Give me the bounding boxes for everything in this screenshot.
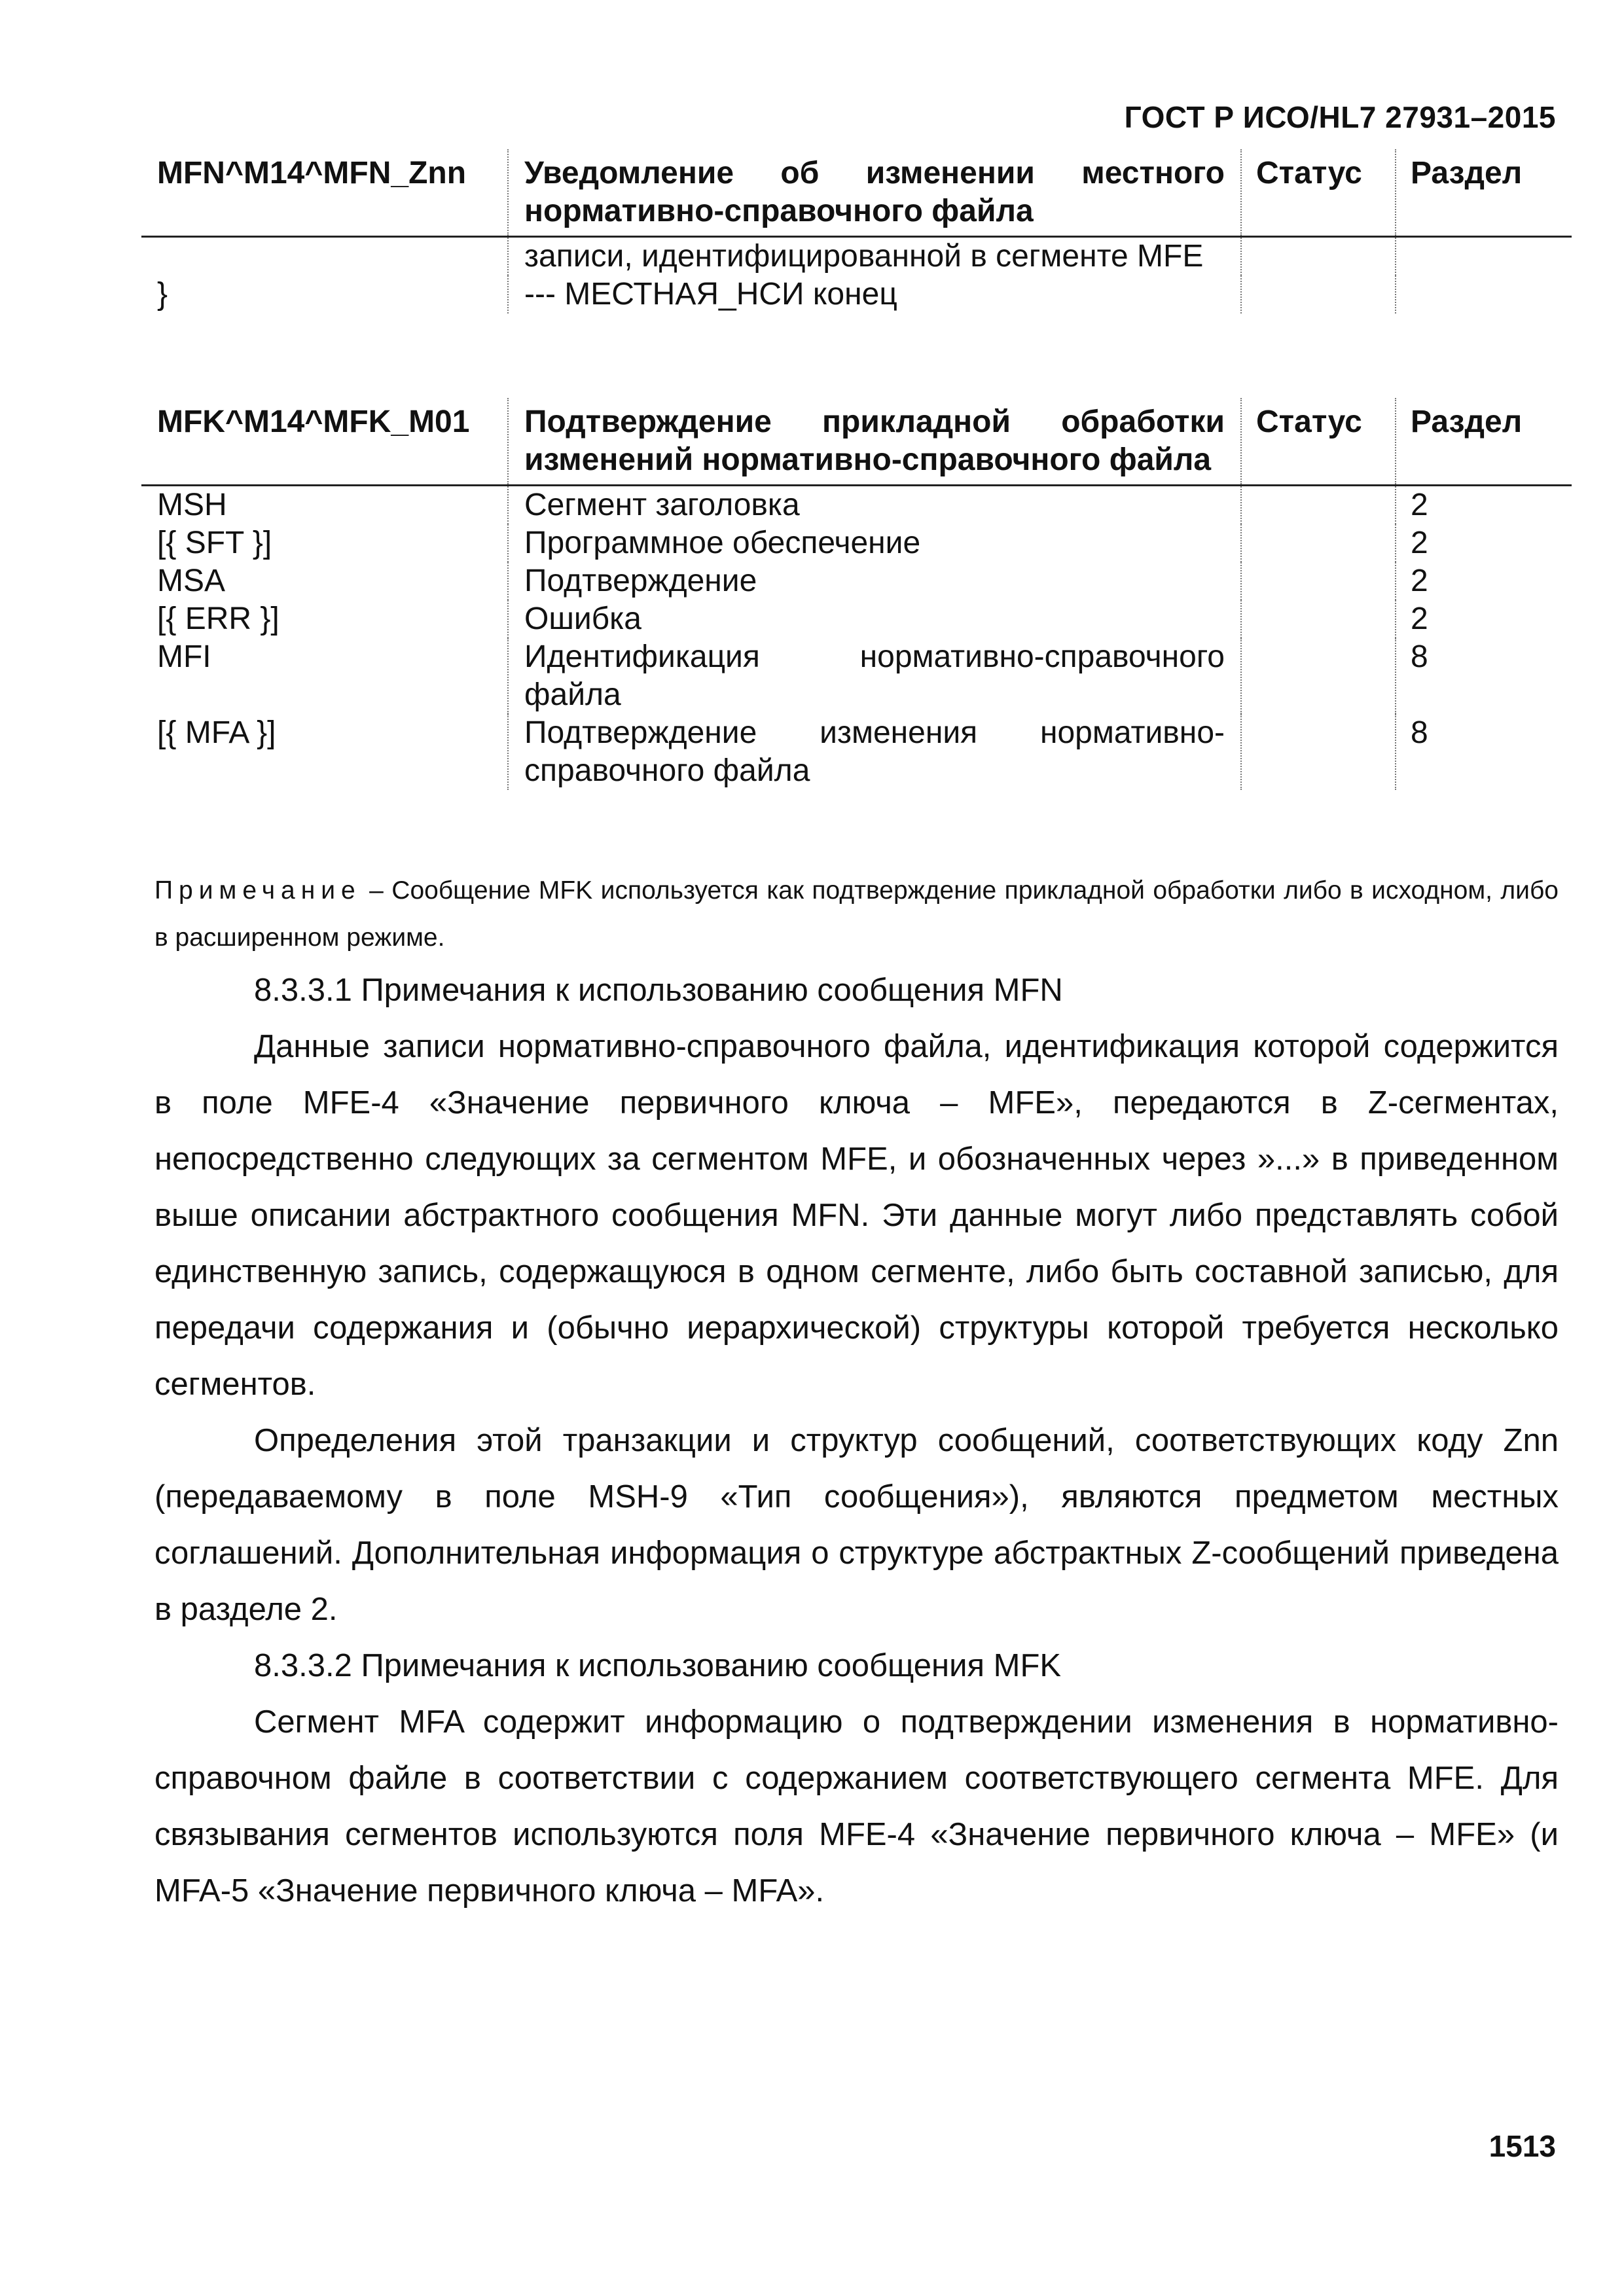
subsection-heading-mfn: 8.3.3.1 Примечания к использованию сообщения MFN	[254, 973, 1063, 1008]
note-dash: –	[361, 876, 392, 905]
table-note	[154, 867, 1559, 961]
table-row	[141, 638, 1572, 714]
segment-description: Идентификация нормативно-справочного файла	[508, 638, 1241, 714]
segment-description: Ошибка	[508, 600, 1241, 638]
column-header-section: Раздел	[1396, 398, 1572, 486]
table-row	[141, 562, 1572, 600]
table-row	[141, 486, 1572, 525]
segment-status	[1241, 562, 1396, 600]
column-header-description: Подтверждение прикладной обработки изменений нормативно-справочного файла	[508, 398, 1241, 486]
mfk-message-structure-table	[141, 398, 1572, 790]
column-header-section: Раздел	[1396, 149, 1572, 237]
segment-description: Сегмент заголовка	[508, 486, 1241, 525]
segment-code: }	[157, 277, 168, 312]
table-row	[141, 237, 1572, 276]
column-header-description: Уведомление об изменении местного нормативно-справочного файла	[508, 149, 1241, 237]
segment-status	[1241, 638, 1396, 714]
segment-status	[1241, 486, 1396, 525]
page-number: 1513	[1489, 2129, 1556, 2163]
segment-status	[1241, 524, 1396, 562]
column-header-status: Статус	[1241, 398, 1396, 486]
column-header-message-code: MFN^M14^MFN_Znn	[141, 149, 508, 237]
segment-status	[1241, 276, 1396, 314]
segment-description: Подтверждение	[508, 562, 1241, 600]
table-row	[141, 524, 1572, 562]
column-header-message-code: MFK^M14^MFK_M01	[141, 398, 508, 486]
note-label: Примечание	[154, 876, 361, 905]
segment-section	[1396, 276, 1572, 314]
note-text: Сообщение MFK используется как подтверждение прикладной обработки либо в исходном, либо в расширенном режиме.	[154, 876, 1559, 952]
segment-code: MFI	[157, 639, 211, 674]
segment-section: 8	[1396, 714, 1572, 790]
segment-code: [{ ERR }]	[157, 601, 280, 636]
document-standard-header: ГОСТ Р ИСО/HL7 27931–2015	[1124, 100, 1556, 134]
segment-status	[1241, 714, 1396, 790]
segment-code: [{ MFA }]	[157, 715, 276, 750]
segment-code: MSA	[157, 564, 226, 598]
mfn-message-structure-table	[141, 149, 1572, 314]
table-row	[141, 276, 1572, 314]
body-text	[154, 962, 1559, 1919]
segment-status	[1241, 600, 1396, 638]
segment-section: 2	[1396, 562, 1572, 600]
segment-section: 2	[1396, 600, 1572, 638]
table-row	[141, 600, 1572, 638]
segment-section: 2	[1396, 524, 1572, 562]
segment-code: MSH	[157, 488, 227, 522]
table-header-row	[141, 149, 1572, 237]
segment-section: 2	[1396, 486, 1572, 525]
column-header-status: Статус	[1241, 149, 1396, 237]
segment-description: Подтверждение изменения нормативно-справочного файла	[508, 714, 1241, 790]
paragraph: Данные записи нормативно-справочного файла, идентификация которой содержится в поле MFE-4 «Значение первичного ключа – MFE», передаются в Z-сегментах, непосредственно следующих за сегментом MFE, и обозначенных через »...» в приведенном выше описании абстрактного сообщения MFN. Эти данные могут либо представлять собой единственную запись, содержащуюся в одном сегменте, либо быть составной записью, для передачи содержания и (обычно иерархической) структуры которой требуется несколько сегментов.	[154, 1029, 1559, 1402]
segment-section	[1396, 237, 1572, 276]
segment-code: [{ SFT }]	[157, 526, 272, 560]
segment-description: Программное обеспечение	[508, 524, 1241, 562]
paragraph: Определения этой транзакции и структур сообщений, соответствующих коду Znn (передаваемому в поле MSH-9 «Тип сообщения»), являются предметом местных соглашений. Дополнительная информация о структуре абстрактных Z-сообщений приведена в разделе 2.	[154, 1423, 1559, 1627]
paragraph: Сегмент MFA содержит информацию о подтверждении изменения в нормативно-справочном файле в соответствии с содержанием соответствующего сегмента MFE. Для связывания сегментов используются поля MFE-4 «Значение первичного ключа – MFE» (и MFA-5 «Значение первичного ключа – MFA».	[154, 1704, 1559, 1909]
table-row	[141, 714, 1572, 790]
segment-status	[1241, 237, 1396, 276]
segment-description: --- МЕСТНАЯ_НСИ конец	[508, 276, 1241, 314]
table-header-row	[141, 398, 1572, 486]
segment-section: 8	[1396, 638, 1572, 714]
subsection-heading-mfk: 8.3.3.2 Примечания к использованию сообщения MFK	[254, 1648, 1062, 1683]
segment-description: записи, идентифицированной в сегменте MFE	[508, 237, 1241, 276]
segment-code	[141, 237, 508, 276]
